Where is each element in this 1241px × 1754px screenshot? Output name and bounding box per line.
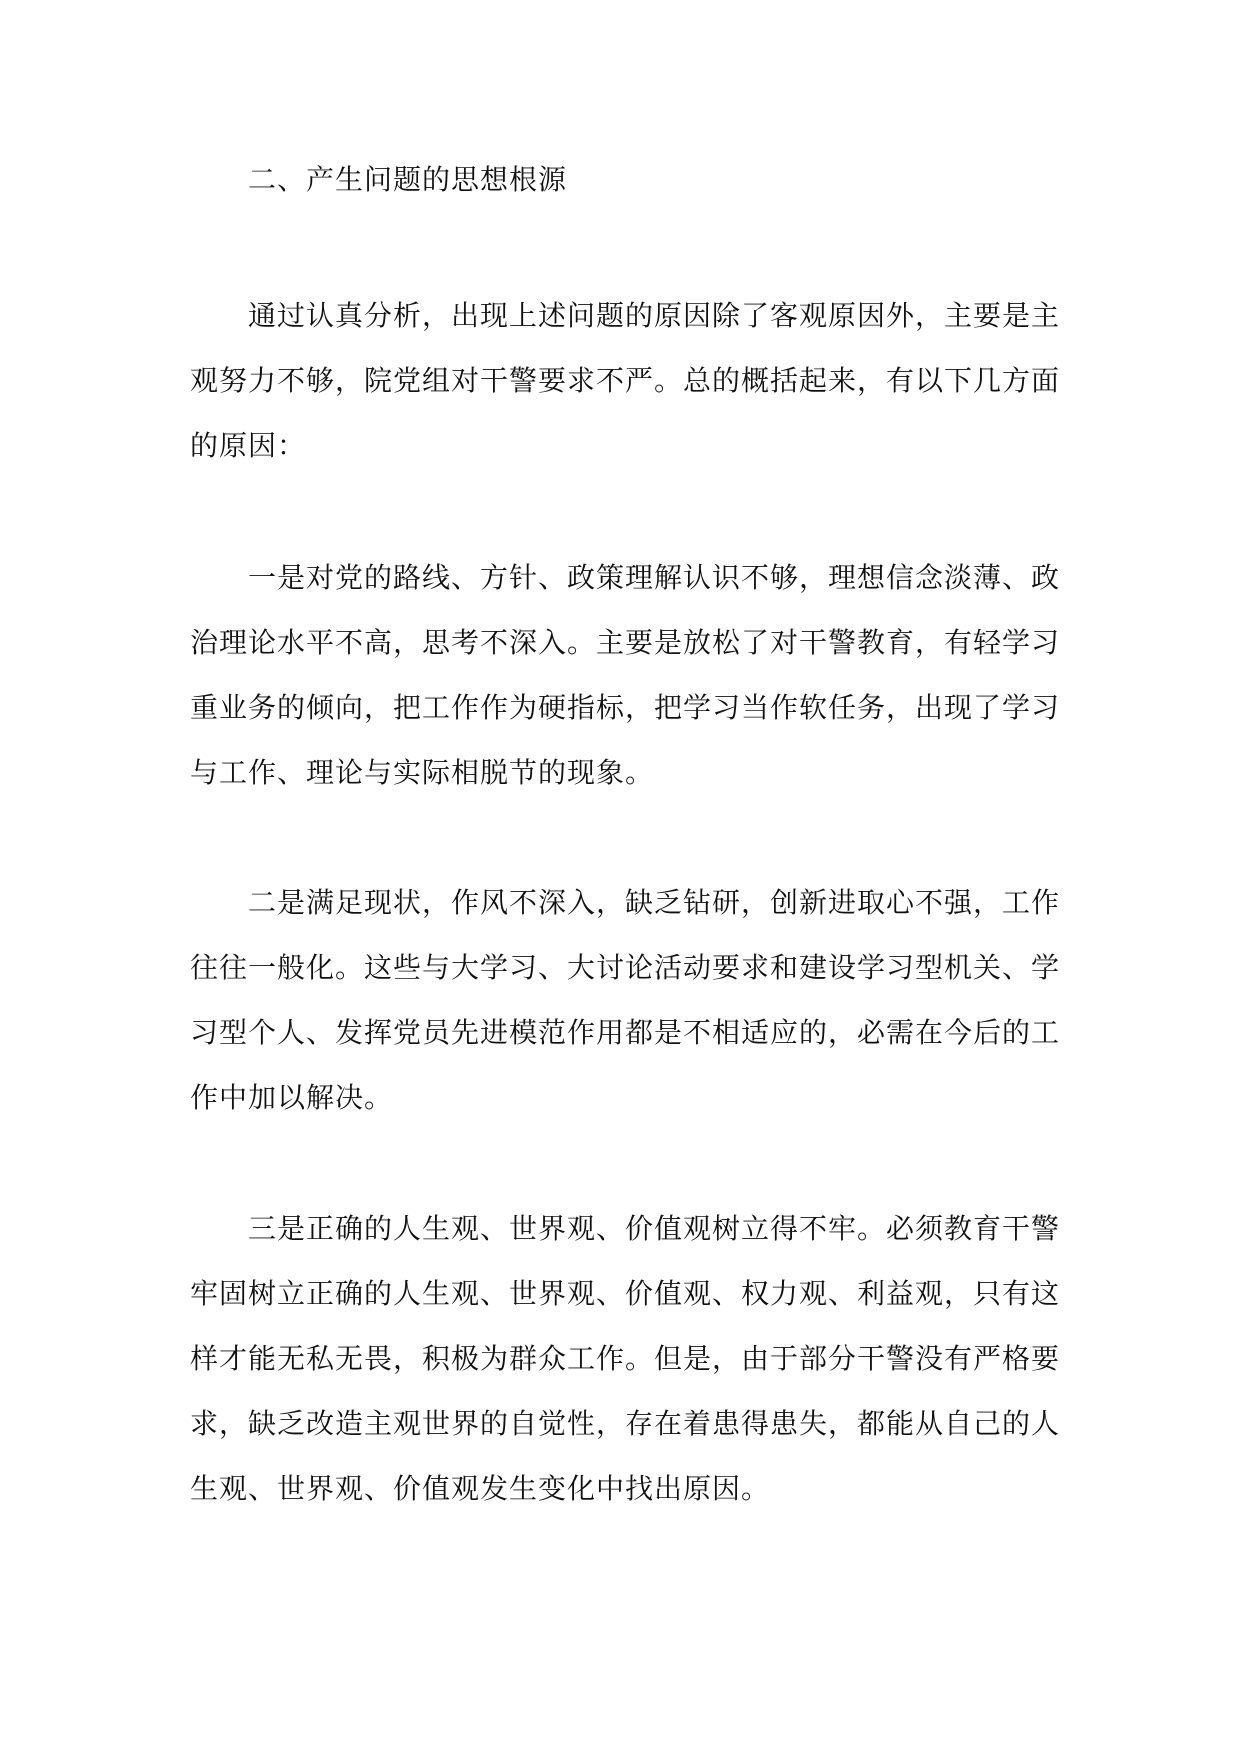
paragraph-reason-three: 三是正确的人生观、世界观、价值观树立得不牢。必须教育干警牢固树立正确的人生观、世界观、价值观、权力观、利益观，只有这样才能无私无畏，积极为群众工作。但是，由于部分干警没有严格要求，缺乏改造主观世界的自觉性，存在着患得患失，都能从自己的人生观、世界观、价值观发生变化中找出原因。 (190, 1212, 1061, 1505)
paragraph-reason-two: 二是满足现状，作风不深入，缺乏钻研，创新进取心不强，工作往往一般化。这些与大学习、大讨论活动要求和建设学习型机关、学习型个人、发挥党员先进模范作用都是不相适应的，必需在今后的工作中加以解决。 (190, 886, 1061, 1114)
section-heading: 二、产生问题的思想根源 (248, 163, 568, 196)
paragraph-intro: 通过认真分析，出现上述问题的原因除了客观原因外，主要是主观努力不够，院党组对干警要求不严。总的概括起来，有以下几方面的原因： (190, 299, 1061, 462)
paragraph-reason-one: 一是对党的路线、方针、政策理解认识不够，理想信念淡薄、政治理论水平不高，思考不深入。主要是放松了对干警教育，有轻学习重业务的倾向，把工作作为硬指标，把学习当作软任务，出现了学习与工作、理论与实际相脱节的现象。 (190, 561, 1061, 789)
